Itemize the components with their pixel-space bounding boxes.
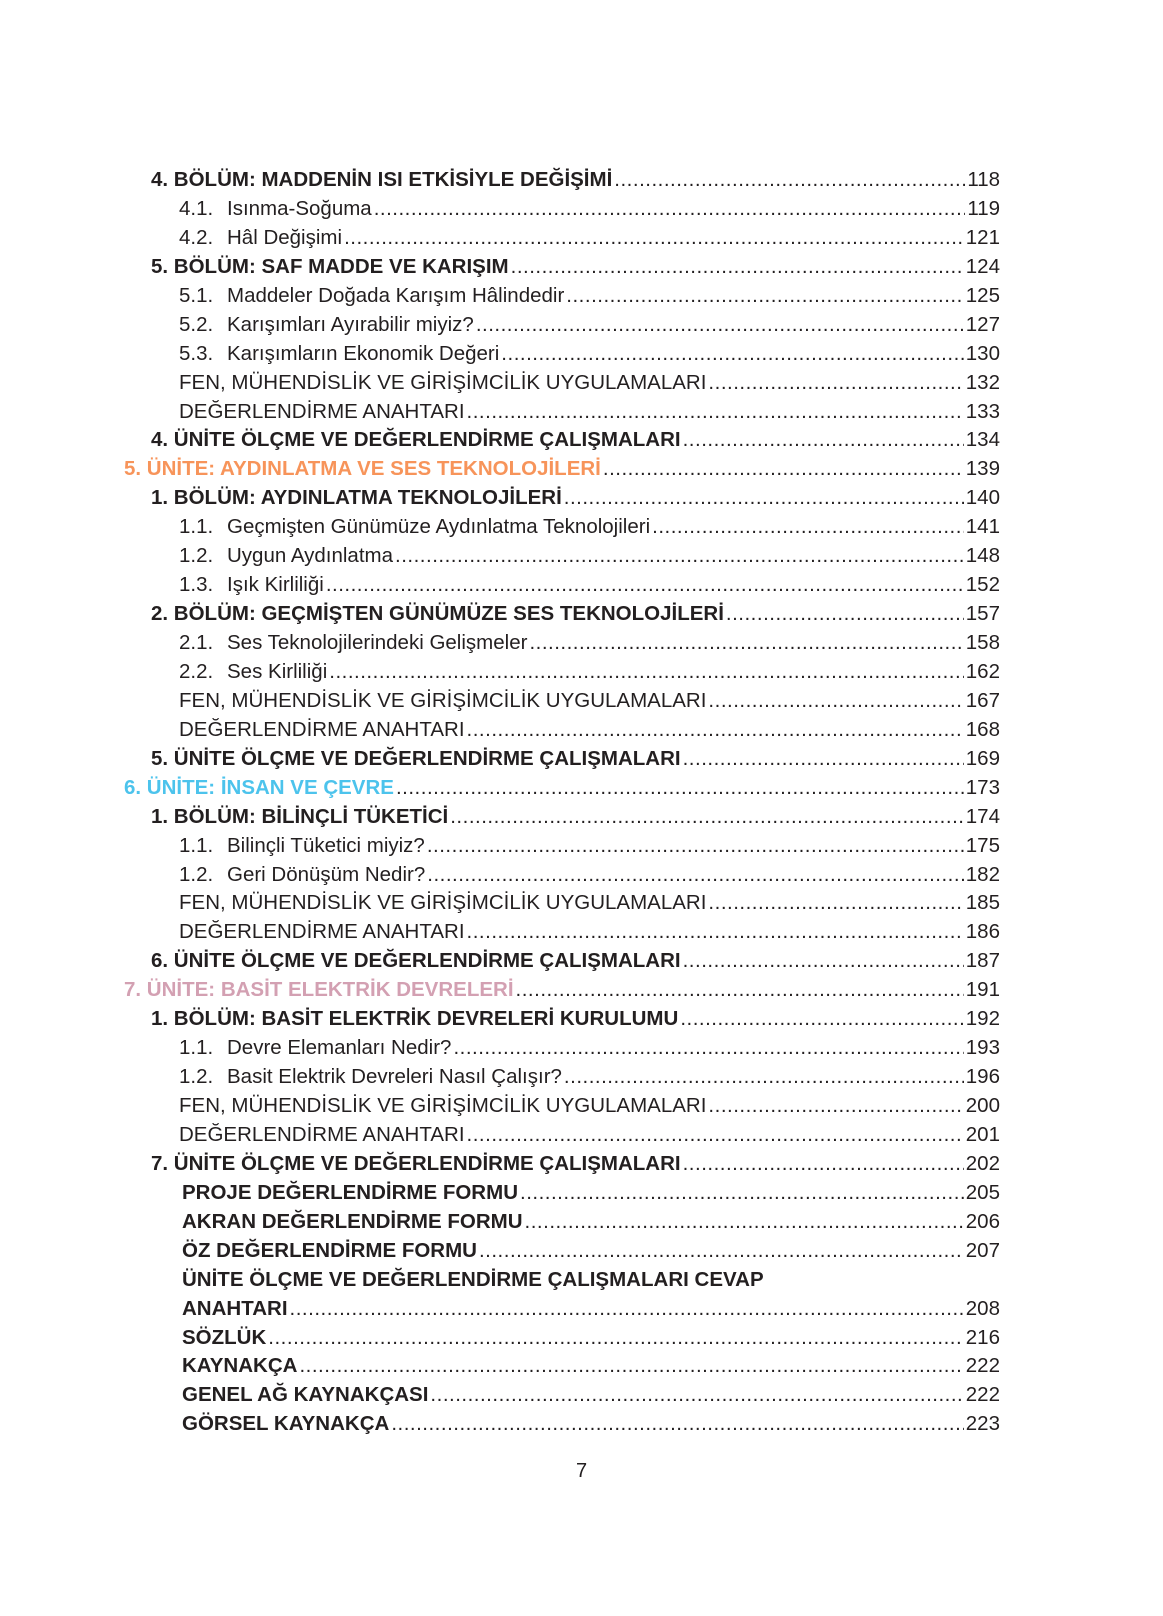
dot-leader bbox=[603, 455, 964, 484]
toc-entry bbox=[151, 947, 1000, 976]
toc-entry-number: 1.2. bbox=[179, 1065, 214, 1089]
toc-entry-title: 7. ÜNİTE ÖLÇME VE DEĞERLENDİRME ÇALIŞMALARI bbox=[151, 1151, 681, 1175]
toc-entry bbox=[179, 1063, 1000, 1092]
toc-entry bbox=[151, 166, 1000, 195]
toc-entry-title bbox=[179, 224, 342, 253]
dot-leader bbox=[467, 716, 964, 745]
toc-entry bbox=[179, 918, 1000, 947]
toc-entry-title: ANAHTARI bbox=[182, 1296, 288, 1320]
toc-entry-text: Karışımların Ekonomik Değeri bbox=[227, 341, 500, 365]
dot-leader bbox=[391, 1410, 963, 1439]
toc-entry-text: Hâl Değişimi bbox=[227, 225, 343, 249]
toc-entry-title bbox=[179, 571, 324, 600]
toc-entry-page: 134 bbox=[965, 428, 1000, 452]
dot-leader bbox=[652, 513, 964, 542]
toc-entry-title bbox=[179, 340, 499, 369]
dot-leader bbox=[564, 484, 964, 513]
toc-entry bbox=[179, 398, 1000, 427]
toc-entry-page: 130 bbox=[965, 341, 1000, 365]
toc-entry-number: 1.2. bbox=[179, 544, 214, 568]
toc-entry bbox=[179, 571, 1000, 600]
dot-leader bbox=[683, 947, 964, 976]
dot-leader bbox=[516, 976, 964, 1005]
dot-leader bbox=[453, 1034, 963, 1063]
toc-entry bbox=[182, 1295, 1000, 1324]
toc-entry-title bbox=[179, 658, 327, 687]
toc-entry-text: Işık Kirliliği bbox=[227, 573, 324, 597]
page-number: 7 bbox=[575, 1460, 588, 1482]
toc-entry bbox=[179, 1092, 1000, 1121]
toc-entry bbox=[179, 311, 1000, 340]
toc-entry-number: 2.2. bbox=[179, 659, 214, 683]
dot-leader bbox=[564, 1063, 964, 1092]
toc-entry bbox=[182, 1179, 1000, 1208]
toc-entry-title: 2. BÖLÜM: GEÇMİŞTEN GÜNÜMÜZE SES TEKNOLOJİLERİ bbox=[151, 602, 724, 626]
toc-entry-page: 124 bbox=[965, 254, 1000, 278]
toc-entry bbox=[179, 195, 1000, 224]
dot-leader bbox=[614, 166, 965, 195]
toc-entry-page: 162 bbox=[965, 659, 1000, 683]
toc-entry-title: SÖZLÜK bbox=[182, 1325, 267, 1349]
dot-leader bbox=[520, 1179, 964, 1208]
toc-entry-page: 196 bbox=[965, 1065, 1000, 1089]
toc-entry-title: ÖZ DEĞERLENDİRME FORMU bbox=[182, 1238, 477, 1262]
toc-entry-page: 175 bbox=[965, 833, 1000, 857]
toc-entry-page: 140 bbox=[965, 486, 1000, 510]
dot-leader bbox=[708, 1092, 963, 1121]
dot-leader bbox=[708, 687, 963, 716]
toc-entry-title bbox=[179, 282, 564, 311]
toc-entry-number: 1.1. bbox=[179, 1036, 214, 1060]
dot-leader bbox=[708, 889, 963, 918]
toc-entry-page: 141 bbox=[965, 515, 1000, 539]
toc-entry bbox=[182, 1237, 1000, 1266]
dot-leader bbox=[501, 340, 963, 369]
toc-entry-title: FEN, MÜHENDİSLİK VE GİRİŞİMCİLİK UYGULAMALARI bbox=[179, 891, 707, 915]
toc-entry-title: DEĞERLENDİRME ANAHTARI bbox=[179, 1122, 465, 1146]
toc-entry bbox=[179, 1121, 1000, 1150]
toc-entry-number: 1.1. bbox=[179, 515, 214, 539]
toc-entry-title: 6. ÜNİTE: İNSAN VE ÇEVRE bbox=[124, 775, 394, 799]
toc-entry-text: Devre Elemanları Nedir? bbox=[227, 1036, 452, 1060]
toc-entry-page: 119 bbox=[967, 196, 1000, 220]
dot-leader bbox=[427, 861, 964, 890]
toc-entry-text: Maddeler Doğada Karışım Hâlindedir bbox=[227, 283, 565, 307]
toc-entry-title bbox=[179, 513, 650, 542]
toc-entry-number: 2.1. bbox=[179, 631, 214, 654]
toc-entry-page: 222 bbox=[965, 1383, 1000, 1407]
toc-entry-title bbox=[179, 629, 527, 658]
toc-entry-number: 1.1. bbox=[179, 833, 214, 857]
toc-entry bbox=[179, 687, 1000, 716]
toc-entry-page: 168 bbox=[965, 717, 1000, 741]
toc-entry-title bbox=[179, 195, 372, 224]
dot-leader bbox=[511, 253, 964, 282]
toc-entry bbox=[151, 484, 1000, 513]
dot-leader bbox=[680, 1005, 963, 1034]
toc-entry-title: 4. BÖLÜM: MADDENİN ISI ETKİSİYLE DEĞİŞİMİ bbox=[151, 168, 613, 191]
toc-entry-page: 121 bbox=[965, 225, 1000, 249]
toc-entry bbox=[124, 976, 1000, 1005]
toc-entry bbox=[179, 861, 1000, 890]
toc-entry-page: 169 bbox=[965, 746, 1000, 770]
toc-entry-title: AKRAN DEĞERLENDİRME FORMU bbox=[182, 1209, 523, 1233]
toc-entry-title bbox=[179, 542, 393, 571]
dot-leader bbox=[374, 195, 966, 224]
toc-entry-number: 1.2. bbox=[179, 862, 214, 886]
toc-entry-page: 187 bbox=[965, 949, 1000, 973]
toc-entry-page: 222 bbox=[965, 1354, 1000, 1378]
toc-entry-number: 4.2. bbox=[179, 225, 214, 249]
toc-entry-title: 5. BÖLÜM: SAF MADDE VE KARIŞIM bbox=[151, 254, 509, 278]
dot-leader bbox=[566, 282, 964, 311]
toc-entry bbox=[179, 629, 1000, 658]
toc-entry-page: 186 bbox=[965, 920, 1000, 944]
dot-leader bbox=[467, 398, 964, 427]
dot-leader bbox=[329, 658, 964, 687]
toc-entry-title: GENEL AĞ KAYNAKÇASI bbox=[182, 1383, 429, 1407]
toc-entry-page: 132 bbox=[965, 370, 1000, 394]
toc-entry bbox=[151, 1005, 1000, 1034]
toc-entry-page: 173 bbox=[965, 775, 1000, 799]
toc-entry bbox=[182, 1381, 1000, 1410]
dot-leader bbox=[450, 803, 964, 832]
toc-entry-page: 118 bbox=[967, 168, 1000, 191]
toc-entry bbox=[182, 1410, 1000, 1439]
toc-entry bbox=[151, 1150, 1000, 1179]
toc-entry bbox=[179, 369, 1000, 398]
dot-leader bbox=[726, 600, 964, 629]
toc-entry bbox=[182, 1208, 1000, 1237]
toc-entry bbox=[124, 774, 1000, 803]
toc-entry-text: Karışımları Ayırabilir miyiz? bbox=[227, 312, 474, 336]
toc-entry bbox=[179, 542, 1000, 571]
toc-entry-page: 202 bbox=[965, 1151, 1000, 1175]
toc-entry-title: 1. BÖLÜM: BASİT ELEKTRİK DEVRELERİ KURULUMU bbox=[151, 1007, 679, 1031]
dot-leader bbox=[427, 832, 964, 861]
dot-leader bbox=[290, 1295, 964, 1324]
toc-entry-page: 152 bbox=[965, 573, 1000, 597]
toc-entry-page: 193 bbox=[965, 1036, 1000, 1060]
dot-leader bbox=[396, 774, 964, 803]
toc-entry-page: 206 bbox=[965, 1209, 1000, 1233]
dot-leader bbox=[344, 224, 964, 253]
toc-entry bbox=[179, 889, 1000, 918]
dot-leader bbox=[529, 629, 963, 658]
toc-entry-page: 216 bbox=[965, 1325, 1000, 1349]
dot-leader bbox=[683, 426, 964, 455]
dot-leader bbox=[708, 369, 963, 398]
toc-entry-page: 191 bbox=[965, 978, 1000, 1002]
dot-leader bbox=[683, 745, 964, 774]
toc-entry-title: 1. BÖLÜM: BİLİNÇLİ TÜKETİCİ bbox=[151, 804, 449, 828]
toc-entry-title: PROJE DEĞERLENDİRME FORMU bbox=[182, 1180, 518, 1204]
dot-leader bbox=[479, 1237, 964, 1266]
toc-entry-title: ÜNİTE ÖLÇME VE DEĞERLENDİRME ÇALIŞMALARI CEVAP bbox=[182, 1267, 764, 1291]
toc-entry-text: Bilinçli Tüketici miyiz? bbox=[227, 833, 425, 857]
toc-entry-title: FEN, MÜHENDİSLİK VE GİRİŞİMCİLİK UYGULAMALARI bbox=[179, 370, 707, 394]
toc-entry-title: DEĞERLENDİRME ANAHTARI bbox=[179, 399, 465, 423]
toc-entry-title: KAYNAKÇA bbox=[182, 1354, 298, 1378]
toc-entry-page: 207 bbox=[965, 1238, 1000, 1262]
toc-entry-page: 200 bbox=[965, 1094, 1000, 1117]
toc-entry bbox=[179, 513, 1000, 542]
toc-entry-text: Isınma-Soğuma bbox=[227, 196, 372, 220]
dot-leader bbox=[683, 1150, 964, 1179]
toc-entry-number: 1.3. bbox=[179, 573, 214, 597]
toc-entry-title: 5. ÜNİTE ÖLÇME VE DEĞERLENDİRME ÇALIŞMALARI bbox=[151, 746, 681, 770]
toc-entry-page: 167 bbox=[965, 688, 1000, 712]
toc-entry-text: Ses Kirliliği bbox=[227, 659, 328, 683]
dot-leader bbox=[268, 1324, 964, 1353]
table-of-contents bbox=[0, 166, 1163, 1439]
toc-entry bbox=[182, 1352, 1000, 1381]
toc-entry-page: 174 bbox=[965, 804, 1000, 828]
toc-entry-text: Geçmişten Günümüze Aydınlatma Teknolojileri bbox=[227, 515, 651, 539]
toc-entry bbox=[179, 658, 1000, 687]
toc-entry-number: 5.3. bbox=[179, 341, 214, 365]
toc-entry-title bbox=[179, 861, 425, 890]
dot-leader bbox=[467, 918, 964, 947]
toc-entry-title bbox=[179, 311, 474, 340]
toc-entry-page: 223 bbox=[965, 1412, 1000, 1436]
toc-entry-title: FEN, MÜHENDİSLİK VE GİRİŞİMCİLİK UYGULAMALARI bbox=[179, 688, 707, 712]
toc-entry-page: 208 bbox=[965, 1296, 1000, 1320]
toc-entry-page: 205 bbox=[965, 1180, 1000, 1204]
toc-entry bbox=[182, 1324, 1000, 1353]
toc-entry-page: 133 bbox=[965, 399, 1000, 423]
dot-leader bbox=[525, 1208, 964, 1237]
toc-entry bbox=[124, 455, 1000, 484]
toc-entry-number: 5.1. bbox=[179, 283, 214, 307]
dot-leader bbox=[299, 1352, 963, 1381]
toc-entry bbox=[182, 1266, 1000, 1295]
toc-entry-page: 182 bbox=[965, 862, 1000, 886]
toc-entry-title: 5. ÜNİTE: AYDINLATMA VE SES TEKNOLOJİLERİ bbox=[124, 457, 601, 481]
toc-entry-title bbox=[179, 832, 425, 861]
toc-entry-page: 192 bbox=[965, 1007, 1000, 1031]
dot-leader bbox=[326, 571, 964, 600]
toc-entry-page: 158 bbox=[965, 631, 1000, 654]
toc-entry-title: DEĞERLENDİRME ANAHTARI bbox=[179, 717, 465, 741]
toc-entry bbox=[151, 600, 1000, 629]
toc-entry bbox=[179, 224, 1000, 253]
dot-leader bbox=[476, 311, 964, 340]
toc-entry bbox=[179, 282, 1000, 311]
toc-entry bbox=[151, 253, 1000, 282]
toc-entry-page: 127 bbox=[965, 312, 1000, 336]
toc-entry-number: 4.1. bbox=[179, 196, 214, 220]
toc-entry-text: Uygun Aydınlatma bbox=[227, 544, 394, 568]
toc-entry-text: Ses Teknolojilerindeki Gelişmeler bbox=[227, 631, 528, 654]
toc-entry-title: 4. ÜNİTE ÖLÇME VE DEĞERLENDİRME ÇALIŞMALARI bbox=[151, 428, 681, 452]
dot-leader bbox=[395, 542, 964, 571]
toc-entry bbox=[179, 1034, 1000, 1063]
toc-entry-title: 7. ÜNİTE: BASİT ELEKTRİK DEVRELERİ bbox=[124, 978, 514, 1002]
toc-entry-page: 125 bbox=[965, 283, 1000, 307]
toc-entry bbox=[179, 832, 1000, 861]
toc-entry-title: 1. BÖLÜM: AYDINLATMA TEKNOLOJİLERİ bbox=[151, 486, 562, 510]
toc-entry-title: 6. ÜNİTE ÖLÇME VE DEĞERLENDİRME ÇALIŞMALARI bbox=[151, 949, 681, 973]
toc-entry-title bbox=[179, 1063, 562, 1092]
toc-entry-page: 139 bbox=[965, 457, 1000, 481]
toc-entry bbox=[151, 745, 1000, 774]
toc-entry-title: GÖRSEL KAYNAKÇA bbox=[182, 1412, 390, 1436]
toc-entry-page: 201 bbox=[965, 1122, 1000, 1146]
toc-entry-page: 148 bbox=[965, 544, 1000, 568]
toc-entry-title: DEĞERLENDİRME ANAHTARI bbox=[179, 920, 465, 944]
toc-entry-text: Geri Dönüşüm Nedir? bbox=[227, 862, 426, 886]
toc-entry bbox=[179, 340, 1000, 369]
toc-entry bbox=[151, 803, 1000, 832]
toc-entry-number: 5.2. bbox=[179, 312, 214, 336]
toc-entry-title: FEN, MÜHENDİSLİK VE GİRİŞİMCİLİK UYGULAMALARI bbox=[179, 1094, 707, 1117]
dot-leader bbox=[430, 1381, 963, 1410]
toc-entry-page: 157 bbox=[965, 602, 1000, 626]
toc-entry-page: 185 bbox=[965, 891, 1000, 915]
toc-entry bbox=[151, 426, 1000, 455]
toc-entry-text: Basit Elektrik Devreleri Nasıl Çalışır? bbox=[227, 1065, 562, 1089]
toc-entry-title bbox=[179, 1034, 451, 1063]
dot-leader bbox=[467, 1121, 964, 1150]
toc-entry bbox=[179, 716, 1000, 745]
